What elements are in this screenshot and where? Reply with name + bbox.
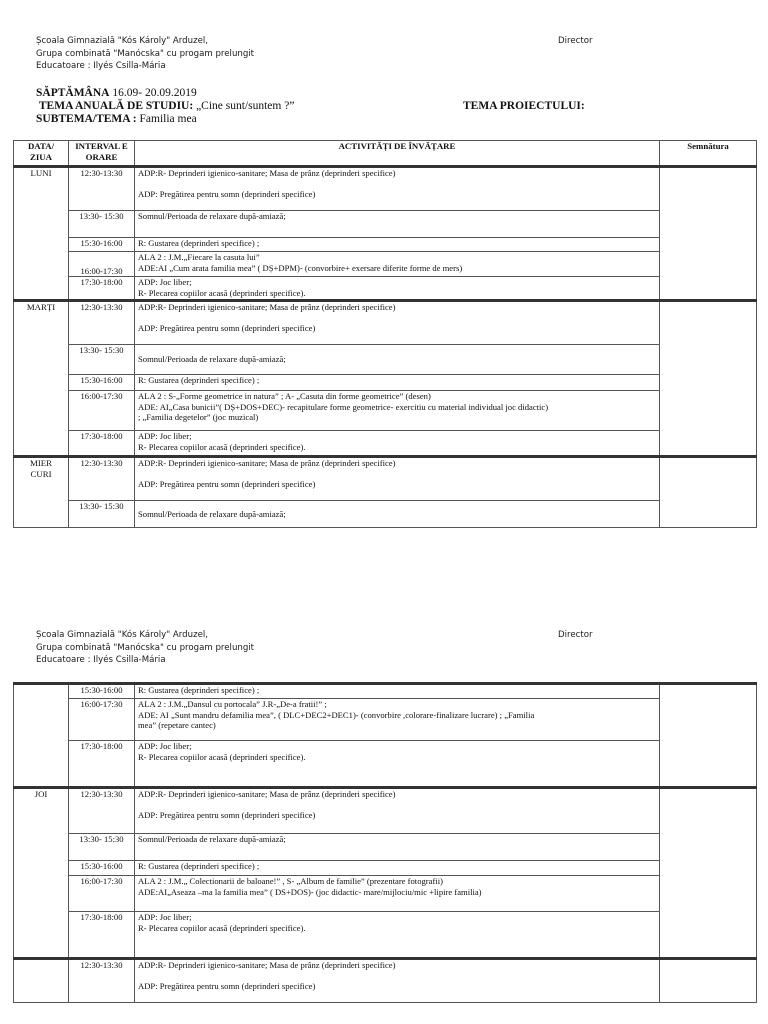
teacher-name: Educatoare : Ilyés Csilla-Mária <box>36 61 166 71</box>
table-row: 17:30-18:00 ADP: Joc liber; R- Plecarea copiilor acasă (deprinderi specifice). <box>14 912 757 959</box>
signature-cell <box>660 301 757 457</box>
table-row: 17:30-18:00 ADP: Joc liber; R- Plecarea copiilor acasă (deprinderi specifice). <box>14 741 757 788</box>
school-header <box>36 35 254 73</box>
week-label: SĂPTĂMÂNA <box>36 87 110 99</box>
time-cell: 12:30-13:30 <box>69 167 135 211</box>
col-activities: ACTIVITĂȚI DE ÎNVĂȚARE <box>135 141 660 167</box>
col-interval: INTERVAL E ORARE <box>69 141 135 167</box>
table-row: 12:30-13:30 ADP:R- Deprinderi igienico-sanitare; Masa de prânz (deprinderi specifice) ADP: Pregătirea pentru somn (deprinderi specifice) <box>14 959 757 1003</box>
table-row: 15:30-16:00 R: Gustarea (deprinderi specifice) ; <box>14 238 757 252</box>
day-luni: LUNI <box>14 167 69 301</box>
col-signature: Semnătura <box>660 141 757 167</box>
table-row: 13:30- 15:30 Somnul/Perioada de relaxare după-amiază; <box>14 211 757 238</box>
table-row: 13:30- 15:30 Somnul/Perioada de relaxare după-amiază; <box>14 834 757 861</box>
col-day: DATA/ ZIUA <box>14 141 69 167</box>
signature-cell <box>660 684 757 788</box>
table-row: 15:30-16:00 R: Gustarea (deprinderi specifice) ; <box>14 861 757 876</box>
table-row: 13:30- 15:30 Somnul/Perioada de relaxare după-amiază; <box>14 501 757 528</box>
table-row: MARȚI 12:30-13:30 ADP:R- Deprinderi igienico-sanitare; Masa de prânz (deprinderi specifice) ADP: Pregătirea pentru somn (deprinderi specifice) <box>14 301 757 345</box>
table-row: 16:00-17:30 ALA 2 : J.M.„ Colectionarii de baloane!” , S- „Album de familie” (prezentare fotografii) ADE:AI„Aseaza –ma la familia mea” ( DS+DOS)- (joc didactic- mare/mijlociu/mic +lipire familia) <box>14 876 757 912</box>
table-row: 16:00-17:30 ALA 2 : J.M.„Fiecare la casuta lui” ADE:AI „Cum arata familia mea” ( DȘ+DPM)- (convorbire+ exersare diferite forme de mers) <box>14 252 757 277</box>
schedule-table-2 <box>13 682 757 1003</box>
week-value: 16.09- 20.09.2019 <box>112 87 197 99</box>
table-row: 17:30-18:00 ADP: Joc liber; R- Plecarea copiilor acasă (deprinderi specifice). <box>14 431 757 457</box>
table-row: JOI 12:30-13:30 ADP:R- Deprinderi igienico-sanitare; Masa de prânz (deprinderi specifice) ADP: Pregătirea pentru somn (deprinderi specifice) <box>14 788 757 834</box>
signature-cell <box>660 457 757 528</box>
table-row <box>14 167 757 211</box>
subtheme-value: Familia mea <box>139 113 197 125</box>
project-theme-label: TEMA PROIECTULUI: <box>463 100 585 112</box>
table-row: 15:30-16:00 R: Gustarea (deprinderi specifice) ; <box>14 684 757 699</box>
group-name: Grupa combinată "Manócska" cu progam prelungit <box>36 48 255 59</box>
table-row: MIER CURI 12:30-13:30 ADP:R- Deprinderi igienico-sanitare; Masa de prânz (deprinderi specifice) ADP: Pregătirea pentru somn (deprinderi specifice) <box>14 457 757 501</box>
signature-cell <box>660 788 757 959</box>
director-label: Director <box>558 36 593 46</box>
signature-cell <box>660 959 757 1003</box>
table-header-row <box>14 141 757 167</box>
activity-cell: ADP:R- Deprinderi igienico-sanitare; Masa de prânz (deprinderi specifice) ADP: Pregătirea pentru somn (deprinderi specifice) <box>135 167 660 211</box>
subtheme-label: SUBTEMA/TEMA : <box>36 113 137 125</box>
signature-cell <box>660 167 757 301</box>
day-joi: JOI <box>14 788 69 959</box>
school-name: Școala Gimnazială "Kós Károly" Arduzel, <box>36 36 208 46</box>
table-row: 16:00-17:30 ALA 2 : J.M.„Dansul cu portocala” J.R-„De-a fratii!” ; ADE: AI „Sunt mandru defamilia mea”, ( DLC+DEC2+DEC1)- (convorbire ,colorare-finalizare lucrare) ; „Familia mea” (repetare cantec) <box>14 699 757 741</box>
day-continued <box>14 684 69 788</box>
schedule-table-1 <box>13 140 757 528</box>
annual-theme-label: TEMA ANUALĂ DE STUDIU: <box>38 100 194 112</box>
school-header: Școala Gimnazială "Kós Károly" Arduzel, Grupa combinată "Manócska" cu progam prelungit Educatoare : Ilyés Csilla-Mária <box>36 630 255 665</box>
annual-theme-value: „Cine sunt/suntem ?” <box>196 100 295 112</box>
day-cell <box>14 959 69 1003</box>
day-miercuri: MIER CURI <box>14 457 69 528</box>
table-row: 13:30- 15:30 Somnul/Perioada de relaxare după-amiază; <box>14 345 757 375</box>
table-row: 17:30-18:00 ADP: Joc liber; R- Plecarea copiilor acasă (deprinderi specifice). <box>14 277 757 301</box>
director-label: Director <box>558 630 593 640</box>
week-info <box>36 87 294 126</box>
table-row: 15:30-16:00 R: Gustarea (deprinderi specifice) ; <box>14 375 757 391</box>
table-row: 16:00-17:30 ALA 2 : S-„Forme geometrice in natura” ; A- „Casuta din forme geometrice” (desen) ADE: AI„Casa bunicii”( DȘ+DOS+DEC)- recapitulare forme geometrice- exercitiu cu material individual joc didactic) ; „Familia degetelor” (joc muzical) <box>14 391 757 431</box>
day-marti: MARȚI <box>14 301 69 457</box>
